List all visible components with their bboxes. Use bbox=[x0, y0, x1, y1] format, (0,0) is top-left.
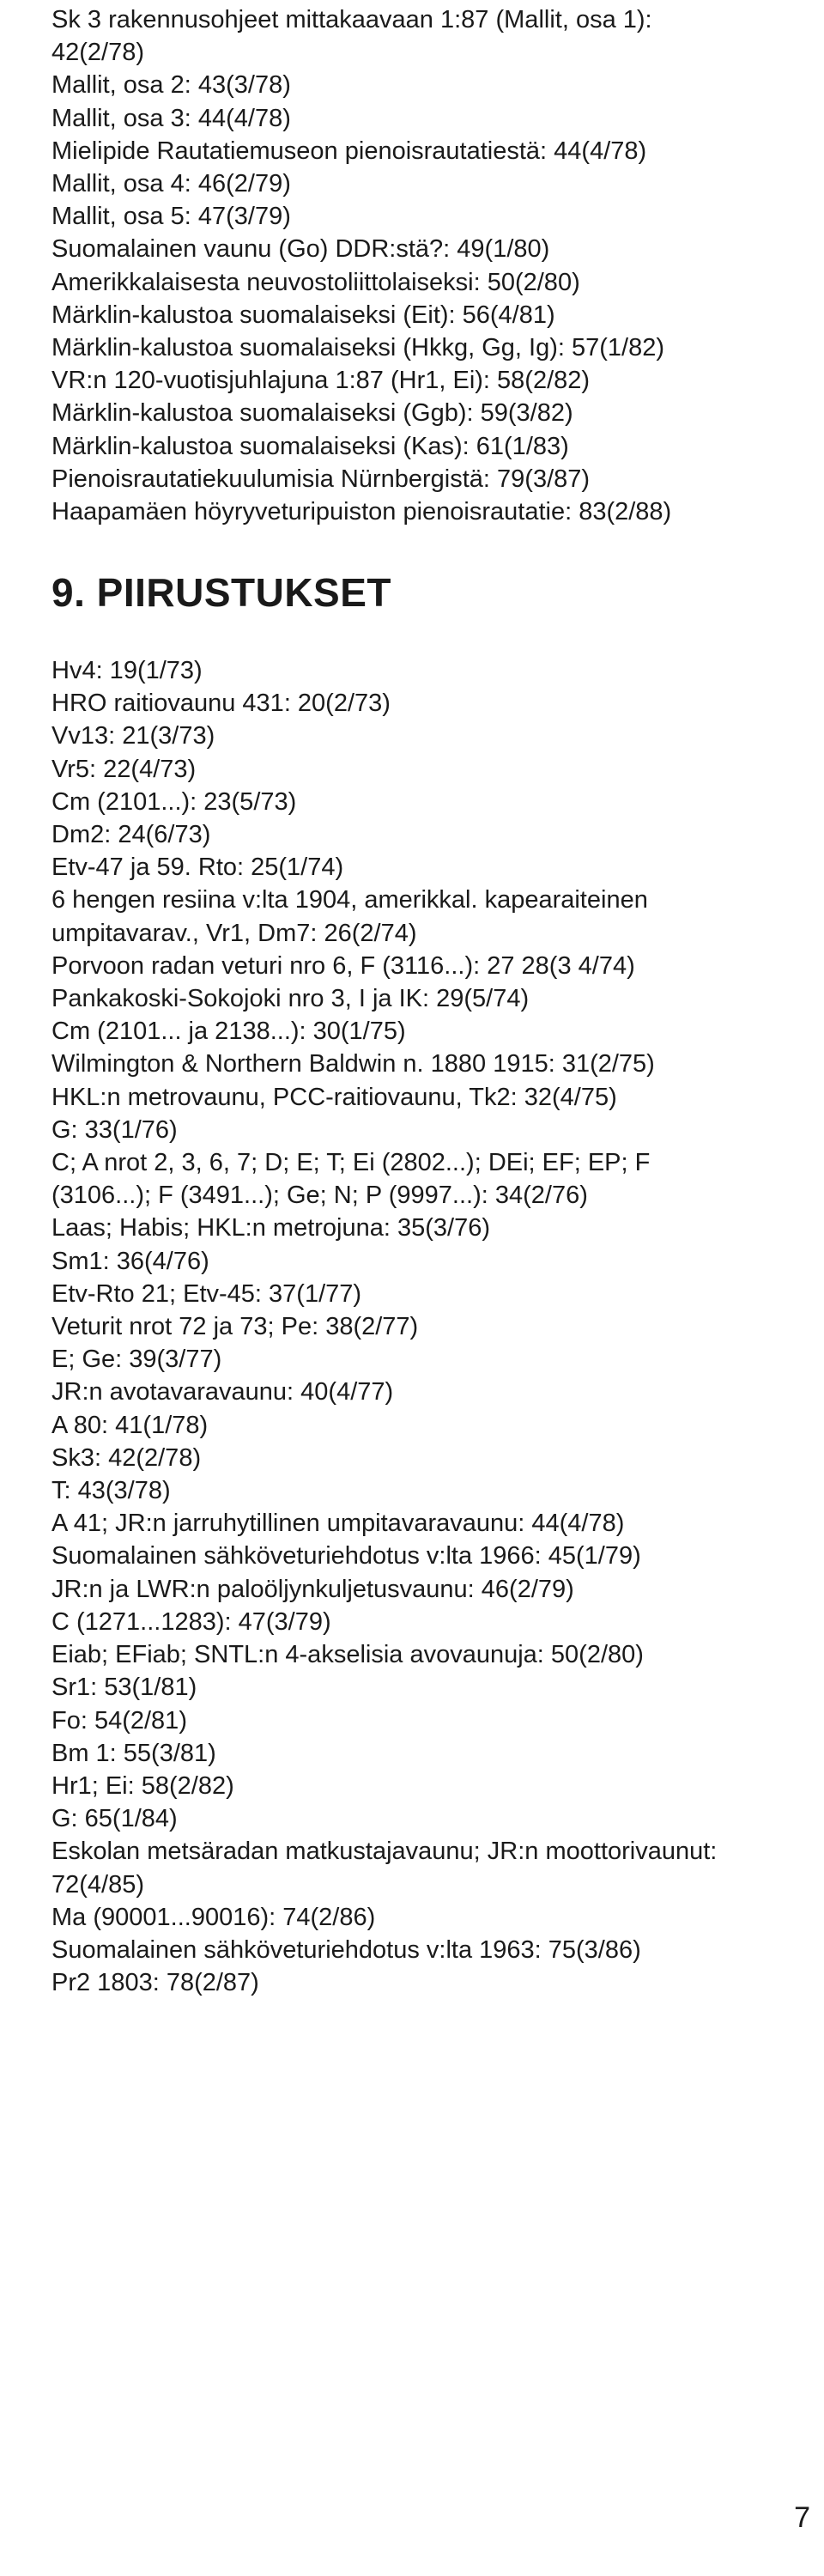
list-item: Suomalainen vaunu (Go) DDR:stä?: 49(1/80) bbox=[52, 235, 550, 264]
list-item: Märklin-kalustoa suomalaiseksi (Hkkg, Gg, Ig): 57(1/82) bbox=[52, 334, 664, 362]
list-item: Amerikkalaisesta neuvostoliittolaiseksi: 50(2/80) bbox=[52, 268, 580, 296]
list-item: A 80: 41(1/78) bbox=[52, 1411, 209, 1439]
list-item: Cm (2101... ja 2138...): 30(1/75) bbox=[52, 1018, 406, 1046]
list-item: C; A nrot 2, 3, 6, 7; D; E; T; Ei (2802...); DEi; EF; EP; F bbox=[52, 1149, 651, 1177]
list-item: E; Ge: 39(3/77) bbox=[52, 1346, 222, 1374]
list-item: Haapamäen höyryveturipuiston pienoisrautatie: 83(2/88) bbox=[52, 498, 672, 526]
list-item: Sm1: 36(4/76) bbox=[52, 1247, 209, 1275]
list-item: G: 33(1/76) bbox=[52, 1115, 178, 1144]
list-item: Mallit, osa 4: 46(2/79) bbox=[52, 170, 291, 198]
list-item: Porvoon radan veturi nro 6, F (3116...): 27 28(3 4/74) bbox=[52, 951, 635, 980]
list-item: Sk3: 42(2/78) bbox=[52, 1443, 202, 1472]
list-item: Pankakoski-Sokojoki nro 3, I ja IK: 29(5/74) bbox=[52, 985, 530, 1013]
list-item: Wilmington & Northern Baldwin n. 1880 1915: 31(2/75) bbox=[52, 1050, 655, 1078]
list-item: Märklin-kalustoa suomalaiseksi (Eit): 56(4/81) bbox=[52, 301, 555, 329]
list-item: Sk 3 rakennusohjeet mittakaavaan 1:87 (Mallit, osa 1): bbox=[52, 6, 652, 33]
list-item: T: 43(3/78) bbox=[52, 1477, 171, 1505]
list-item: Mielipide Rautatiemuseon pienoisrautatiestä: 44(4/78) bbox=[52, 137, 647, 165]
list-item: 72(4/85) bbox=[52, 1870, 145, 1899]
section-heading: 9. PIIRUSTUKSET bbox=[52, 570, 392, 615]
list-item: JR:n avotavaravaunu: 40(4/77) bbox=[52, 1378, 394, 1406]
list-item: Hr1; Ei: 58(2/82) bbox=[52, 1771, 234, 1800]
list-item: Suomalainen sähköveturiehdotus v:lta 1966: 45(1/79) bbox=[52, 1542, 641, 1571]
list-item: Sr1: 53(1/81) bbox=[52, 1674, 197, 1702]
list-item: Bm 1: 55(3/81) bbox=[52, 1739, 216, 1767]
list-item: Mallit, osa 3: 44(4/78) bbox=[52, 104, 291, 132]
list-item: Suomalainen sähköveturiehdotus v:lta 1963: 75(3/86) bbox=[52, 1935, 641, 1964]
list-item: (3106...); F (3491...); Ge; N; P (9997...): 34(2/76) bbox=[52, 1182, 588, 1210]
list-item: Mallit, osa 5: 47(3/79) bbox=[52, 203, 291, 231]
list-item: 6 hengen resiina v:lta 1904, amerikkal. kapearaiteinen bbox=[52, 886, 648, 914]
list-item: HKL:n metrovaunu, PCC-raitiovaunu, Tk2: 32(4/75) bbox=[52, 1083, 617, 1111]
list-item: VR:n 120-vuotisjuhlajuna 1:87 (Hr1, Ei): 58(2/82) bbox=[52, 367, 591, 395]
list-item: C (1271...1283): 47(3/79) bbox=[52, 1607, 331, 1636]
list-item: G: 65(1/84) bbox=[52, 1805, 178, 1833]
list-item: HRO raitiovaunu 431: 20(2/73) bbox=[52, 690, 391, 718]
list-item: Vr5: 22(4/73) bbox=[52, 755, 197, 783]
list-item: A 41; JR:n jarruhytillinen umpitavaravaunu: 44(4/78) bbox=[52, 1510, 625, 1538]
list-item: Veturit nrot 72 ja 73; Pe: 38(2/77) bbox=[52, 1313, 419, 1341]
model-articles-list bbox=[52, 3, 790, 528]
list-item: Eskolan metsäradan matkustajavaunu; JR:n moottorivaunut: bbox=[52, 1838, 718, 1866]
list-item: Märklin-kalustoa suomalaiseksi (Ggb): 59(3/82) bbox=[52, 399, 573, 428]
list-item: Cm (2101...): 23(5/73) bbox=[52, 787, 297, 816]
list-item: Laas; Habis; HKL:n metrojuna: 35(3/76) bbox=[52, 1214, 490, 1242]
list-item: Hv4: 19(1/73) bbox=[52, 657, 203, 684]
list-item: Mallit, osa 2: 43(3/78) bbox=[52, 71, 291, 100]
list-item: JR:n ja LWR:n paloöljynkuljetusvaunu: 46(2/79) bbox=[52, 1575, 574, 1603]
list-item: Pienoisrautatiekuulumisia Nürnbergistä: 79(3/87) bbox=[52, 465, 591, 493]
list-item: Etv-Rto 21; Etv-45: 37(1/77) bbox=[52, 1279, 362, 1308]
list-item: Ma (90001...90016): 74(2/86) bbox=[52, 1903, 376, 1931]
list-item: Eiab; EFiab; SNTL:n 4-akselisia avovaunuja: 50(2/80) bbox=[52, 1641, 644, 1669]
list-item: Fo: 54(2/81) bbox=[52, 1706, 187, 1735]
list-item: 42(2/78) bbox=[52, 39, 145, 67]
list-item: Etv-47 ja 59. Rto: 25(1/74) bbox=[52, 854, 344, 882]
list-item: Märklin-kalustoa suomalaiseksi (Kas): 61(1/83) bbox=[52, 432, 569, 460]
list-item: Vv13: 21(3/73) bbox=[52, 722, 215, 750]
list-item: Pr2 1803: 78(2/87) bbox=[52, 1969, 259, 1997]
list-item: umpitavarav., Vr1, Dm7: 26(2/74) bbox=[52, 919, 417, 947]
list-item: Dm2: 24(6/73) bbox=[52, 821, 211, 849]
page-number: 7 bbox=[794, 2501, 810, 2534]
drawings-list bbox=[52, 654, 790, 1999]
